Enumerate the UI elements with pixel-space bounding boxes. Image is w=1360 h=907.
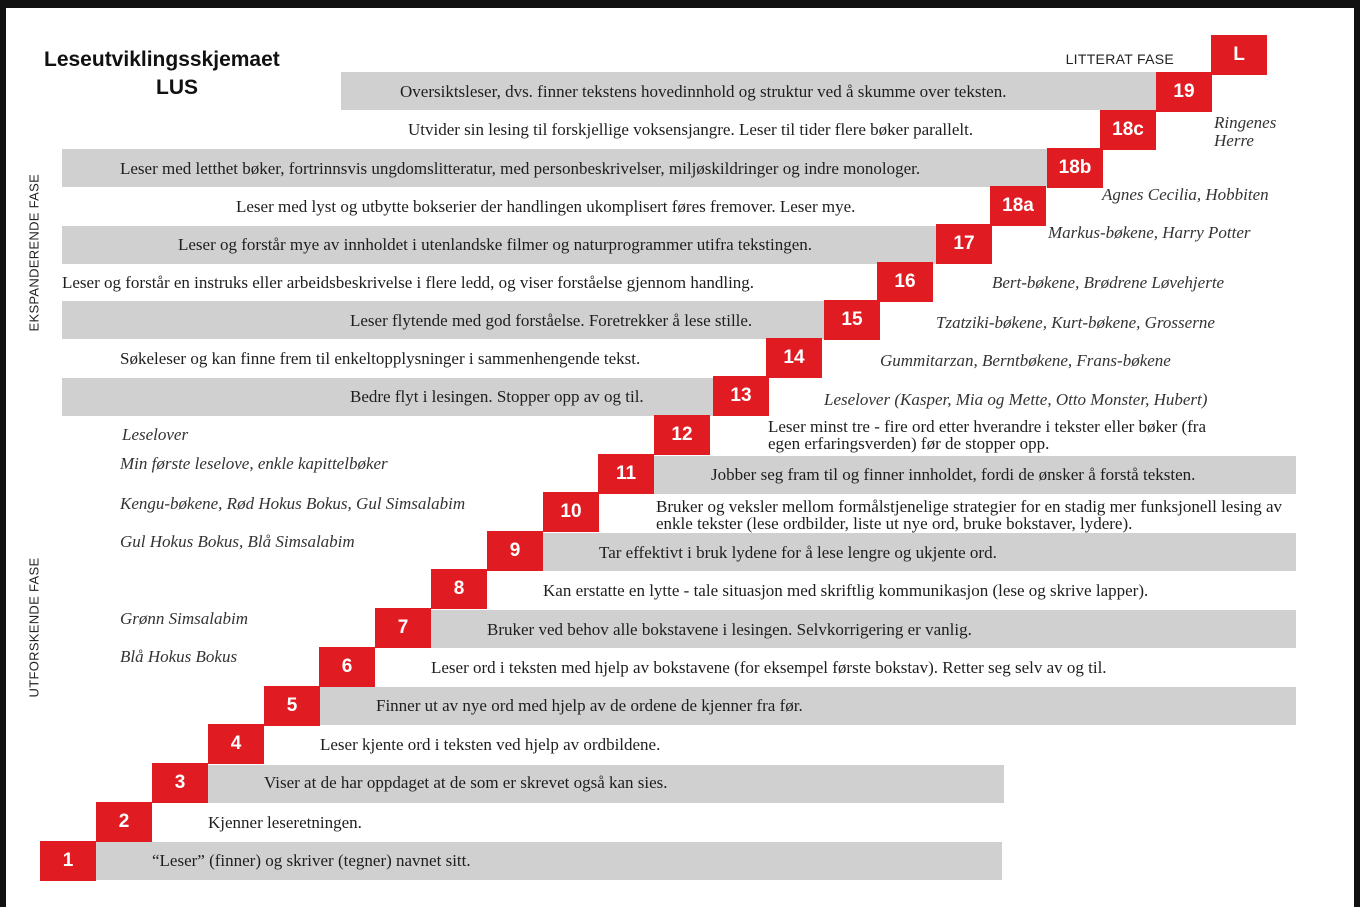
book-right: Tzatziki-bøkene, Kurt-bøkene, Grosserne [936, 313, 1215, 332]
book-left: Grønn Simsalabim [120, 609, 248, 628]
step-desc-19: Oversiktsleser, dvs. finner tekstens hovedinnhold og struktur ved å skumme over teksten. [400, 82, 1007, 101]
step-box-15: 15 [824, 300, 880, 340]
step-box-11: 11 [598, 454, 654, 494]
step-box-8: 8 [431, 569, 487, 609]
step-box-19: 19 [1156, 72, 1212, 112]
book-left: Gul Hokus Bokus, Blå Simsalabim [120, 532, 355, 551]
step-desc-14: Søkeleser og kan finne frem til enkeltopplysninger i sammenhengende tekst. [120, 349, 641, 368]
step-desc-1: “Leser” (finner) og skriver (tegner) navnet sitt. [152, 851, 471, 870]
step-box-9: 9 [487, 531, 543, 571]
book-right: Markus-bøkene, Harry Potter [1048, 223, 1251, 242]
step-desc-18b: Leser med letthet bøker, fortrinnsvis ungdomslitteratur, med personbeskrivelser, miljøskildringer og indre monologer. [120, 159, 921, 178]
book-left: Kengu-bøkene, Rød Hokus Bokus, Gul Simsalabim [120, 494, 466, 513]
step-desc-2: Kjenner leseretningen. [208, 813, 362, 832]
step-box-2: 2 [96, 802, 152, 842]
step-box-4: 4 [208, 724, 264, 764]
book-left: Blå Hokus Bokus [120, 647, 238, 666]
step-box-16: 16 [877, 262, 933, 302]
step-box-18c: 18c [1100, 110, 1156, 150]
phase-label-exploring: UTFORSKENDE FASE [26, 557, 42, 698]
step-desc-9: Tar effektivt i bruk lydene for å lese lengre og ukjente ord. [599, 543, 997, 562]
step-box-3: 3 [152, 763, 208, 803]
step-desc-18a: Leser med lyst og utbytte bokserier der handlingen ukomplisert føres fremover. Leser mye. [236, 197, 856, 216]
step-desc-6: Leser ord i teksten med hjelp av bokstavene (for eksempel første bokstav). Retter seg selv av og til. [431, 658, 1107, 677]
step-box-1: 1 [40, 841, 96, 881]
step-box-14: 14 [766, 338, 822, 378]
step-desc-16: Leser og forstår en instruks eller arbeidsbeskrivelse i flere ledd, og viser forståelse gjennom handling. [62, 273, 755, 292]
step-desc-10: Bruker og veksler mellom formålstjenelige strategier for en stadig mer funksjonell lesing av enkle tekster (lese ordbilder, liste ut nye ord, bruke bokstaver, lydere). [656, 497, 1282, 533]
step-desc-3: Viser at de har oppdaget at de som er skrevet også kan sies. [264, 773, 668, 792]
book-right: Ringenes Herre [1214, 113, 1277, 150]
book-right: Agnes Cecilia, Hobbiten [1102, 185, 1269, 204]
step-desc-17: Leser og forstår mye av innholdet i utenlandske filmer og naturprogrammer utifra tekstingen. [178, 235, 812, 254]
step-box-18b: 18b [1047, 148, 1103, 188]
step-box-10: 10 [543, 492, 599, 532]
step-box-6: 6 [319, 647, 375, 687]
step-box-17: 17 [936, 224, 992, 264]
step-desc-11: Jobber seg fram til og finner innholdet, fordi de ønsker å forstå teksten. [711, 465, 1196, 484]
step-desc-7: Bruker ved behov alle bokstavene i lesingen. Selvkorrigering er vanlig. [487, 620, 972, 639]
step-box-18a: 18a [990, 186, 1046, 226]
phase-label-literate: LITTERAT FASE [1065, 51, 1174, 67]
title-line1: Leseutviklingsskjemaet [44, 48, 280, 71]
page-title [44, 46, 280, 102]
book-left: Leselover [122, 425, 189, 444]
book-right: Gummitarzan, Berntbøkene, Frans-bøkene [880, 351, 1171, 370]
step-desc-18c: Utvider sin lesing til forskjellige voksensjangre. Leser til tider flere bøker parallelt. [408, 120, 974, 139]
step-box-13: 13 [713, 376, 769, 416]
step-desc-15: Leser flytende med god forståelse. Foretrekker å lese stille. [350, 311, 753, 330]
title-line2: LUS [156, 76, 198, 99]
book-right: Bert-bøkene, Brødrene Løvehjerte [992, 273, 1225, 292]
step-box-12: 12 [654, 415, 710, 455]
step-box-5: 5 [264, 686, 320, 726]
book-right: Leselover (Kasper, Mia og Mette, Otto Monster, Hubert) [824, 390, 1208, 409]
diagram-canvas [6, 8, 1354, 907]
step-desc-5: Finner ut av nye ord med hjelp av de ordene de kjenner fra før. [376, 696, 803, 715]
step-desc-12: Leser minst tre - fire ord etter hverandre i tekster eller bøker (fra egen erfaringsverden) før de stopper opp. [768, 417, 1207, 453]
step-box-L: L [1211, 35, 1267, 75]
phase-label-expanding: EKSPANDERENDE FASE [26, 173, 42, 332]
step-desc-13: Bedre flyt i lesingen. Stopper opp av og til. [350, 387, 644, 406]
book-left: Min første leselove, enkle kapittelbøker [120, 454, 388, 473]
step-desc-8: Kan erstatte en lytte - tale situasjon med skriftlig kommunikasjon (lese og skrive lapper). [543, 581, 1149, 600]
step-box-7: 7 [375, 608, 431, 648]
step-desc-4: Leser kjente ord i teksten ved hjelp av ordbildene. [320, 735, 661, 754]
